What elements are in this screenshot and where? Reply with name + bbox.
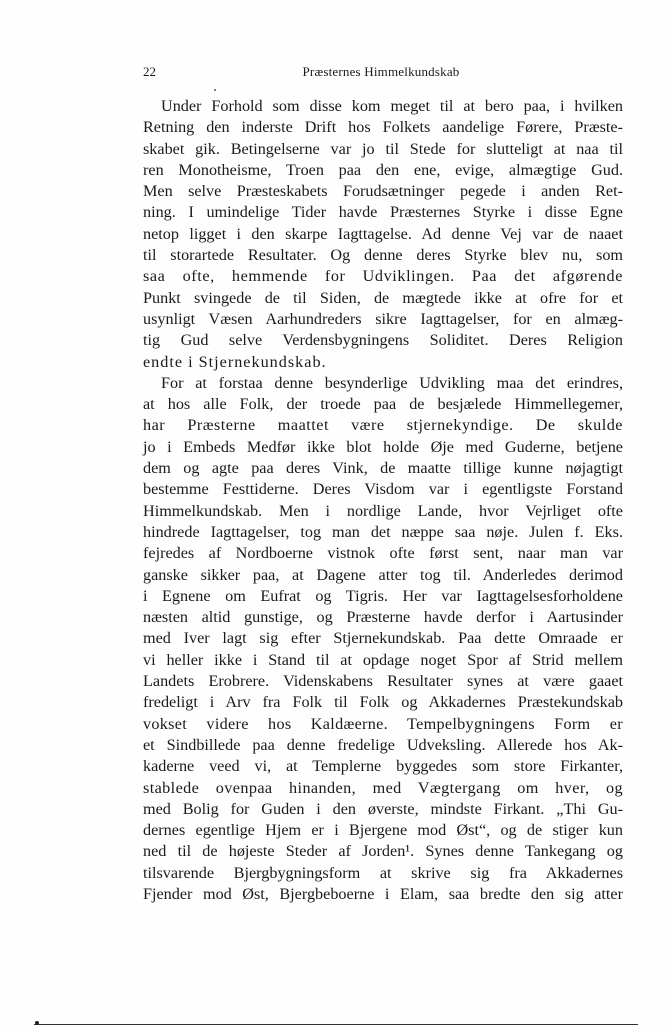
text-line: kaderne veed vi, at Templerne byggedes som store Firkanter,	[143, 757, 623, 776]
text-line: stablede ovenpaa hinanden, med Vægtergang om hver, og	[143, 778, 623, 797]
text-line: dernes egentlige Hjem er i Bjergene mod Øst“, og de stiger kun	[143, 821, 623, 840]
text-line: skabet gik. Betingelserne var jo til Stede for slutteligt at naa til	[143, 139, 623, 158]
text-line: ned til de højeste Steder af Jorden¹. Synes denne Tankegang og	[143, 842, 623, 861]
text-line: dem og agte paa deres Vink, de maatte tillige kunne nøjagtigt	[143, 459, 623, 478]
scan-edge-dot	[35, 1021, 39, 1025]
body-text	[143, 96, 623, 905]
text-line: med Bolig for Guden i den øverste, mindste Firkant. „Thi Gu-	[143, 799, 623, 818]
text-line: fejredes af Nordboerne vistnok ofte først sent, naar man var	[143, 544, 623, 563]
text-line: endte i Stjernekundskab.	[143, 352, 327, 371]
text-line: et Sindbillede paa denne fredelige Udveksling. Allerede hos Ak-	[143, 735, 623, 754]
text-line: hindrede Iagttagelser, tog man det næppe saa nøje. Julen f. Eks.	[143, 522, 623, 541]
text-line: For at forstaa denne besynderlige Udvikling maa det erindres,	[161, 373, 623, 392]
text-line: Retning den inderste Drift hos Folkets aandelige Førere, Præste-	[143, 118, 623, 137]
text-line: ren Monotheisme, Troen paa den ene, evige, almægtige Gud.	[143, 160, 623, 179]
text-line: netop ligget i den skarpe Iagttagelse. Ad denne Vej var de naaet	[143, 224, 623, 243]
text-line: vi heller ikke i Stand til at opdage noget Spor af Strid mellem	[143, 650, 623, 669]
text-line: vokset videre hos Kaldæerne. Tempelbygningens Form er	[143, 714, 623, 733]
text-line: Under Forhold som disse kom meget til at bero paa, i hvilken	[161, 97, 623, 115]
text-line: næsten altid gunstige, og Præsterne havde derfor i Aartusinder	[143, 608, 623, 627]
text-line: Fjender mod Øst, Bjergbeboerne i Elam, saa bredte den sig atter	[143, 884, 623, 903]
text-line: Men selve Præsteskabets Forudsætninger pegede i anden Ret-	[143, 182, 623, 201]
text-line: Punkt svingede de til Siden, de mægtede ikke at ofre for et	[143, 288, 623, 307]
text-line: at hos alle Folk, der troede paa de besjælede Himmellegemer,	[143, 395, 623, 414]
text-line: har Præsterne maattet være stjernekyndige. De skulde	[143, 416, 623, 435]
text-line: tig Gud selve Verdensbygningens Soliditet. Deres Religion	[143, 331, 623, 350]
text-line: til storartede Resultater. Og denne deres Styrke blev nu, som	[143, 246, 623, 265]
page-number: 22	[143, 64, 156, 79]
text-line: bestemme Festtiderne. Deres Visdom var i egentligste Forstand	[143, 480, 623, 499]
text-line: jo i Embeds Medfør ikke blot holde Øje med Guderne, betjene	[143, 437, 623, 456]
running-title: Præsternes Himmelkundskab	[302, 64, 460, 79]
print-speck	[214, 89, 216, 91]
text-line: ganske sikker paa, at Dagene atter tog til. Anderledes derimod	[143, 565, 623, 584]
text-line: med Iver lagt sig efter Stjernekundskab. Paa dette Omraade er	[143, 629, 623, 648]
text-line: Himmelkundskab. Men i nordlige Lande, hvor Vejrliget ofte	[143, 501, 623, 520]
scan-edge-rule	[34, 1024, 638, 1025]
text-line: saa ofte, hemmende for Udviklingen. Paa det afgørende	[143, 267, 623, 286]
text-line: fredeligt i Arv fra Folk til Folk og Akkadernes Præstekundskab	[143, 693, 623, 712]
text-line: tilsvarende Bjergbygningsform at skrive sig fra Akkadernes	[143, 863, 623, 882]
text-line: usynligt Væsen Aarhundreders sikre Iagttagelser, for en almæg-	[143, 309, 623, 328]
text-line: Landets Erobrere. Videnskabens Resultater synes at være gaaet	[143, 672, 623, 691]
text-line: ning. I umindelige Tider havde Præsternes Styrke i disse Egne	[143, 203, 623, 222]
text-line: i Egnene om Eufrat og Tigris. Her var Iagttagelsesforholdene	[143, 586, 623, 605]
